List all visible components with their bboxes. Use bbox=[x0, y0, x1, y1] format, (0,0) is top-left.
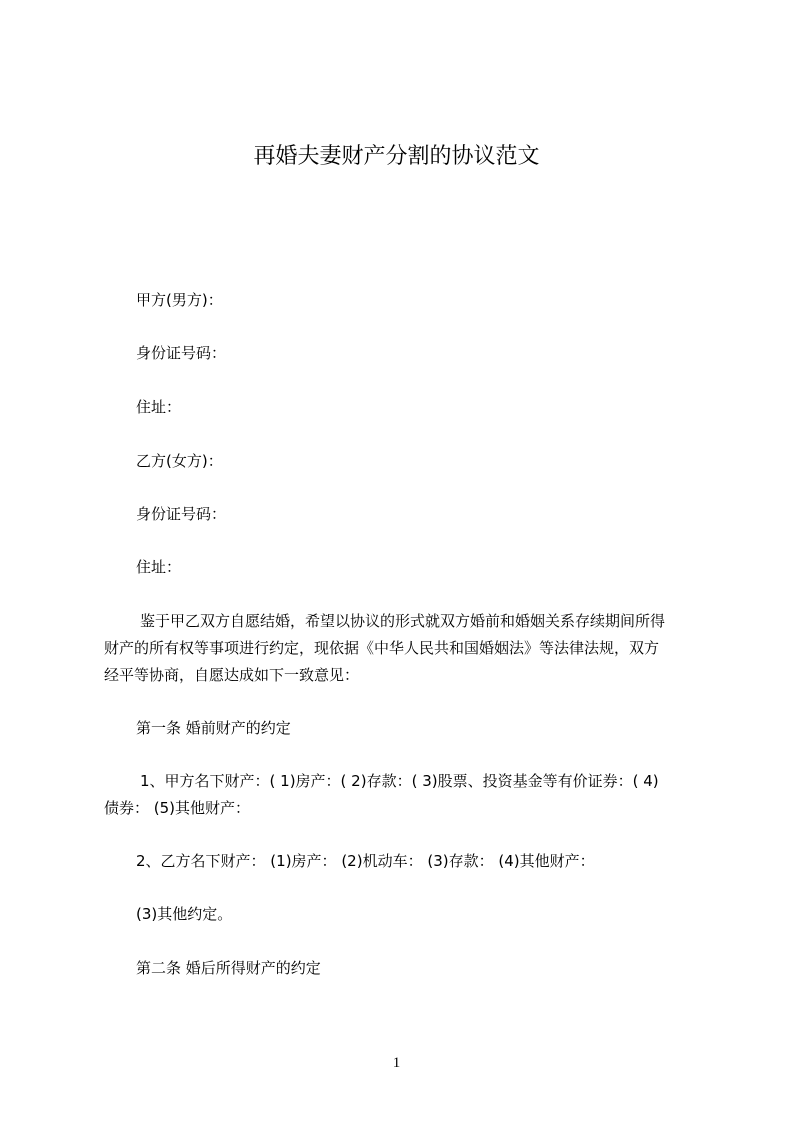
article-1-item-2: 2、乙方名下财产： (1)房产： (2)机动车： (3)存款： (4)其他财产： bbox=[136, 852, 595, 870]
party-b-label: 乙方(女方)： bbox=[136, 452, 223, 470]
document-title: 再婚夫妻财产分割的协议范文 bbox=[253, 144, 540, 169]
party-a-address-label: 住址： bbox=[136, 398, 182, 416]
article-1-heading: 第一条 婚前财产的约定 bbox=[136, 719, 291, 737]
party-a-id-label: 身份证号码： bbox=[136, 344, 227, 362]
page-number: 1 bbox=[392, 1055, 401, 1071]
party-b-id-label: 身份证号码： bbox=[136, 505, 227, 523]
preamble-line-3: 经平等协商，自愿达成如下一致意见： bbox=[104, 666, 360, 684]
article-1-item-1-line-1: 1、甲方名下财产：( 1)房产：( 2)存款：( 3)股票、投资基金等有价证券：( 4) bbox=[140, 772, 659, 790]
preamble-line-2: 财产的所有权等事项进行约定，现依据《中华人民共和国婚姻法》等法律法规，双方 bbox=[104, 639, 660, 657]
article-1-item-1-line-2: 债券： (5)其他财产： bbox=[104, 799, 251, 817]
article-1-item-3: (3)其他约定。 bbox=[136, 905, 233, 923]
article-2-heading: 第二条 婚后所得财产的约定 bbox=[136, 959, 321, 977]
preamble-line-1: 鉴于甲乙双方自愿结婚，希望以协议的形式就双方婚前和婚姻关系存续期间所得 bbox=[140, 612, 666, 630]
party-b-address-label: 住址： bbox=[136, 558, 182, 576]
party-a-label: 甲方(男方)： bbox=[136, 291, 223, 309]
